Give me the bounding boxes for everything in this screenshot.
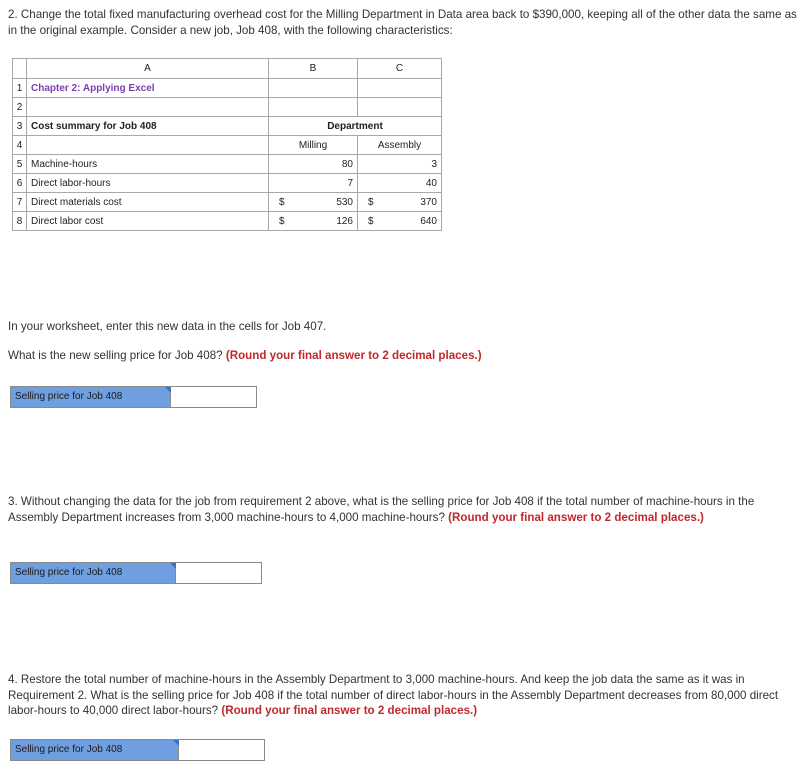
milling-value-cell [269,212,358,231]
row-label: Direct labor-hours [27,174,269,193]
job-408-cost-table [12,58,442,231]
currency-symbol: $ [368,215,374,227]
answer-label: Selling price for Job 408 [11,563,176,583]
row-number: 4 [13,136,27,155]
answer-label: Selling price for Job 408 [11,740,179,760]
row-number: 7 [13,193,27,212]
col-header-c: C [358,59,442,79]
rounding-note: (Round your final answer to 2 decimal places.) [448,510,704,524]
question-4-text: 4. Restore the total number of machine-hours in the Assembly Department to 3,000 machine-hours. And keep the job data the same as it was in Requirement 2. What is the selling price for Job 408 if the total number of direct labor-hours in the Assembly Department decreases from 80,000 direct labor-hours to 40,000 direct labor-hours? (Round your final answer to 2 decimal places.) [8,673,779,718]
answer-row-3 [10,562,262,584]
assembly-heading: Assembly [358,136,442,155]
row-label: Direct labor cost [27,212,269,231]
question-2-prompt [8,348,482,364]
answer-row-4 [10,739,265,761]
rounding-note: (Round your final answer to 2 decimal places.) [221,704,478,718]
assembly-value: 40 [358,174,442,193]
row-label: Direct materials cost [27,193,269,212]
table-row [13,193,442,212]
table-row [13,155,442,174]
col-header-b: B [269,59,358,79]
currency-symbol: $ [279,196,285,208]
milling-heading: Milling [269,136,358,155]
milling-value: 80 [269,155,358,174]
assembly-value: 640 [420,215,437,227]
selling-price-input-2[interactable] [171,387,255,407]
selling-price-input-4[interactable] [179,740,263,760]
row-number: 1 [13,79,27,98]
milling-value: 530 [336,196,353,208]
assembly-value-cell [358,193,442,212]
table-row [13,212,442,231]
col-header-a: A [27,59,269,79]
table-row [13,174,442,193]
answer-row-2 [10,386,257,408]
row-number: 6 [13,174,27,193]
row-number: 5 [13,155,27,174]
currency-symbol: $ [368,196,374,208]
row-label: Machine-hours [27,155,269,174]
corner-cell [13,59,27,79]
milling-value: 7 [269,174,358,193]
instruction-text: In your worksheet, enter this new data in the cells for Job 407. [8,320,327,333]
milling-value-cell [269,193,358,212]
milling-value: 126 [336,215,353,227]
row-number: 8 [13,212,27,231]
cost-summary-heading: Cost summary for Job 408 [27,117,269,136]
rounding-note: (Round your final answer to 2 decimal places.) [225,349,482,362]
assembly-value-cell [358,212,442,231]
department-heading: Department [269,117,442,136]
assembly-value: 3 [358,155,442,174]
assembly-value: 370 [420,196,437,208]
sheet-title: Chapter 2: Applying Excel [27,79,269,98]
answer-label: Selling price for Job 408 [11,387,171,407]
question-text: What is the new selling price for Job 408? [8,349,223,362]
row-number: 2 [13,98,27,117]
selling-price-input-3[interactable] [176,563,260,583]
question-2-text: 2. Change the total fixed manufacturing overhead cost for the Milling Department in Data area back to $390,000, keeping all of the other data the same as in the original example. Consider a new job, Job 408, with the following characteristics: [8,8,797,37]
question-3-text: 3. Without changing the data for the job from requirement 2 above, what is the selling price for Job 408 if the total number of machine-hours in the Assembly Department increases from 3,000 machine-hours to 4,000 machine-hours? (Round your final answer to 2 decimal places.) [8,495,755,524]
currency-symbol: $ [279,215,285,227]
row-number: 3 [13,117,27,136]
